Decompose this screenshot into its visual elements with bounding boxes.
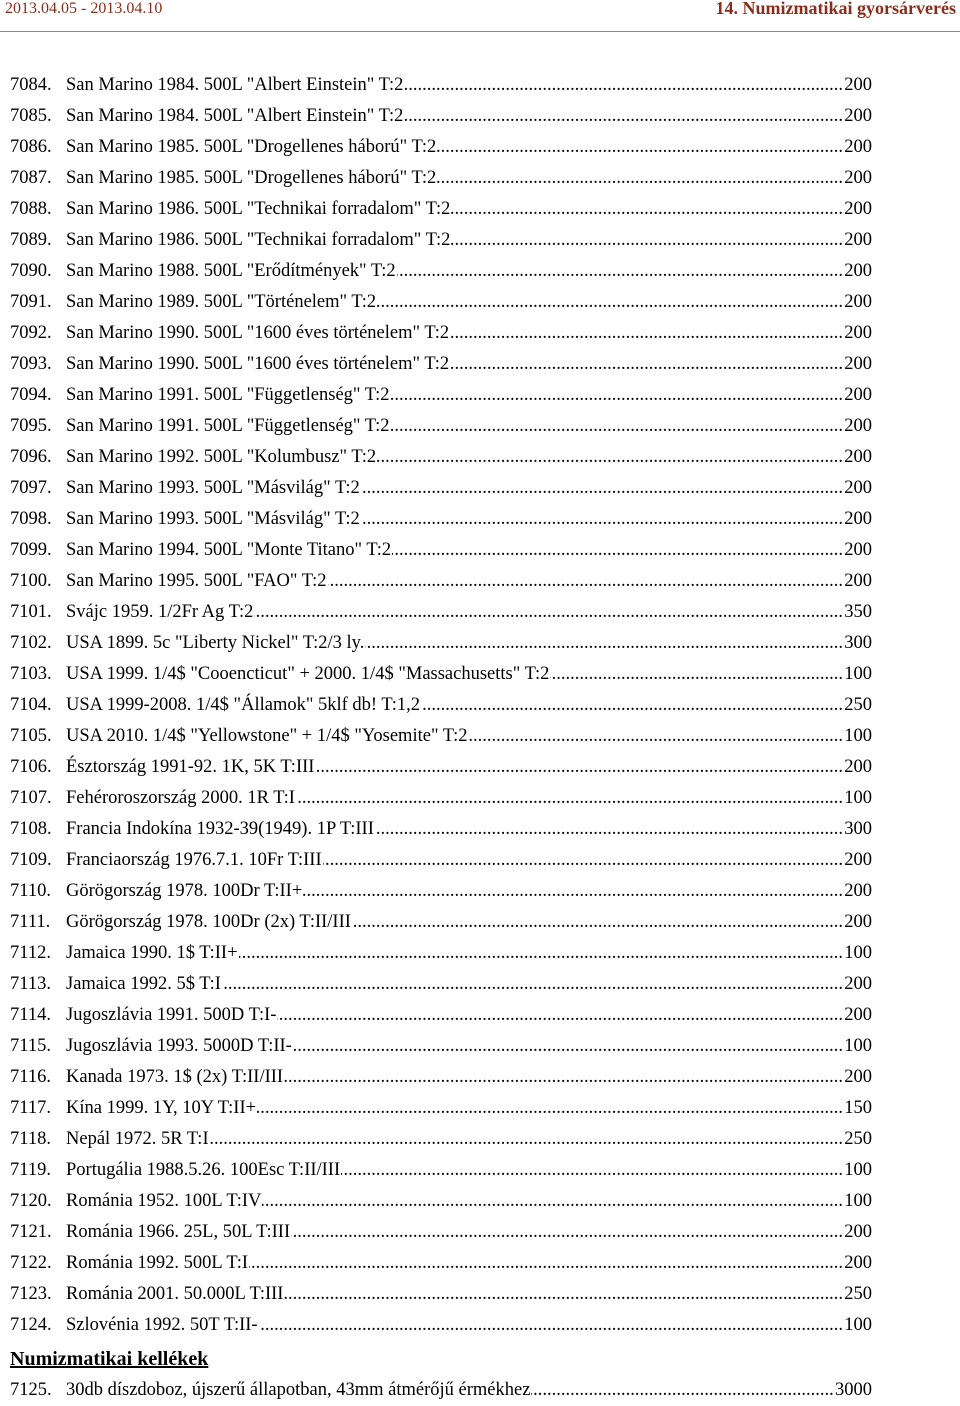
- lot-description: [66, 1124, 844, 1155]
- lot-price: 250: [844, 1279, 872, 1310]
- lot-description: [66, 1093, 844, 1124]
- lot-description-text: Románia 1952. 100L T:IV: [66, 1191, 262, 1211]
- lot-description-text: Románia 1966. 25L, 50L T:III: [66, 1222, 291, 1242]
- lot-price: 200: [844, 411, 872, 442]
- lot-description: [66, 473, 844, 504]
- lot-number: 7125.: [10, 1380, 52, 1400]
- lot-number: 7105.: [10, 726, 52, 746]
- lot-row: [10, 566, 872, 597]
- lot-description: [66, 380, 844, 411]
- lot-number: 7090.: [10, 261, 52, 281]
- lot-row: [10, 411, 872, 442]
- lot-description-text: Jamaica 1992. 5$ T:I: [66, 974, 221, 994]
- lot-row: [10, 225, 872, 256]
- lot-list: [10, 70, 872, 1341]
- lot-row: [10, 1000, 872, 1031]
- lot-description: [66, 70, 844, 101]
- lot-price: 200: [844, 70, 872, 101]
- lot-description-text: San Marino 1993. 500L "Másvilág" T:2: [66, 478, 360, 498]
- lot-description-text: Nepál 1972. 5R T:I: [66, 1129, 209, 1149]
- lot-description: [66, 628, 844, 659]
- lot-number: 7100.: [10, 571, 52, 591]
- lot-description: [66, 132, 844, 163]
- lot-description: [66, 907, 844, 938]
- lot-price: 150: [844, 1093, 872, 1124]
- lot-description-text: Kína 1999. 1Y, 10Y T:II+: [66, 1098, 257, 1118]
- lot-description: [66, 1217, 844, 1248]
- lot-description-text: San Marino 1990. 500L "1600 éves történelem" T:2: [66, 323, 450, 343]
- lot-price: 200: [844, 380, 872, 411]
- lot-row: [10, 1375, 872, 1406]
- lot-number: 7096.: [10, 447, 52, 467]
- lot-row: [10, 318, 872, 349]
- lot-number: 7091.: [10, 292, 52, 312]
- lot-price: 200: [844, 163, 872, 194]
- lot-description-text: San Marino 1986. 500L "Technikai forradalom" T:2: [66, 230, 451, 250]
- lot-number: 7124.: [10, 1315, 52, 1335]
- lot-row: [10, 721, 872, 752]
- lot-number: 7123.: [10, 1284, 52, 1304]
- lot-description-text: San Marino 1995. 500L "FAO" T:2: [66, 571, 327, 591]
- lot-row: [10, 1248, 872, 1279]
- lot-number: 7113.: [10, 974, 51, 994]
- lot-description: [66, 1000, 844, 1031]
- lot-description: [66, 721, 844, 752]
- section-title: Numizmatikai kellékek: [10, 1348, 209, 1370]
- lot-number: 7101.: [10, 602, 52, 622]
- lot-price: 200: [844, 752, 872, 783]
- lot-number: 7115.: [10, 1036, 51, 1056]
- lot-row: [10, 752, 872, 783]
- lot-row: [10, 504, 872, 535]
- lot-description: [66, 1310, 844, 1341]
- lot-description: [66, 690, 844, 721]
- lot-description-text: 30db díszdoboz, újszerű állapotban, 43mm átmérőjű érmékhez: [66, 1380, 531, 1400]
- lot-row: [10, 1186, 872, 1217]
- lot-number: 7122.: [10, 1253, 52, 1273]
- lot-description-text: Kanada 1973. 1$ (2x) T:II/III: [66, 1067, 284, 1087]
- lot-row: [10, 1031, 872, 1062]
- lot-description: [66, 1186, 844, 1217]
- lot-number: 7119.: [10, 1160, 51, 1180]
- lot-price: 200: [844, 287, 872, 318]
- lot-number: 7110.: [10, 881, 51, 901]
- lot-description-text: San Marino 1991. 500L "Függetlenség" T:2: [66, 385, 390, 405]
- lot-number: 7114.: [10, 1005, 51, 1025]
- lot-row: [10, 1124, 872, 1155]
- lot-number: 7087.: [10, 168, 52, 188]
- lot-row: [10, 907, 872, 938]
- lot-description-text: San Marino 1991. 500L "Függetlenség" T:2: [66, 416, 390, 436]
- lot-price: 200: [844, 1248, 872, 1279]
- lot-description-text: San Marino 1985. 500L "Drogellenes háború" T:2: [66, 137, 437, 157]
- lot-description: [66, 876, 844, 907]
- lot-description: [66, 783, 844, 814]
- lot-price: 300: [844, 814, 872, 845]
- lot-row: [10, 349, 872, 380]
- lot-price: 200: [844, 318, 872, 349]
- section-lot-list: [10, 1375, 872, 1406]
- lot-row: [10, 473, 872, 504]
- lot-number: 7094.: [10, 385, 52, 405]
- lot-price: 200: [844, 1062, 872, 1093]
- lot-row: [10, 845, 872, 876]
- lot-number: 7112.: [10, 943, 51, 963]
- lot-description: [66, 225, 844, 256]
- lot-row: [10, 1155, 872, 1186]
- lot-description: [66, 1248, 844, 1279]
- lot-description: [66, 163, 844, 194]
- lot-description-text: San Marino 1990. 500L "1600 éves történelem" T:2: [66, 354, 450, 374]
- lot-description: [66, 442, 844, 473]
- lot-description-text: Jugoszlávia 1993. 5000D T:II-: [66, 1036, 292, 1056]
- lot-description-text: San Marino 1993. 500L "Másvilág" T:2: [66, 509, 360, 529]
- lot-price: 200: [844, 349, 872, 380]
- lot-price: 100: [844, 1155, 872, 1186]
- lot-description: [66, 101, 844, 132]
- lot-description: [66, 411, 844, 442]
- lot-number: 7097.: [10, 478, 52, 498]
- lot-price: 200: [844, 473, 872, 504]
- lot-price: 200: [844, 566, 872, 597]
- lot-description-text: USA 2010. 1/4$ "Yellowstone" + 1/4$ "Yosemite" T:2: [66, 726, 468, 746]
- lot-number: 7109.: [10, 850, 52, 870]
- lot-description-text: Jugoszlávia 1991. 500D T:I-: [66, 1005, 277, 1025]
- lot-row: [10, 783, 872, 814]
- lot-description: [66, 659, 844, 690]
- lot-row: [10, 1062, 872, 1093]
- lot-number: 7086.: [10, 137, 52, 157]
- date-range: 2013.04.05 - 2013.04.10: [5, 0, 163, 17]
- lot-description: [66, 535, 844, 566]
- lot-price: 200: [844, 101, 872, 132]
- lot-number: 7095.: [10, 416, 52, 436]
- lot-number: 7118.: [10, 1129, 51, 1149]
- lot-description: [66, 752, 844, 783]
- lot-description: [66, 318, 844, 349]
- lot-number: 7116.: [10, 1067, 51, 1087]
- lot-row: [10, 938, 872, 969]
- lot-price: 200: [844, 535, 872, 566]
- lot-price: 300: [844, 628, 872, 659]
- lot-number: 7085.: [10, 106, 52, 126]
- lot-number: 7088.: [10, 199, 52, 219]
- lot-price: 250: [844, 690, 872, 721]
- lot-row: [10, 814, 872, 845]
- lot-description: [66, 504, 844, 535]
- lot-number: 7098.: [10, 509, 52, 529]
- lot-row: [10, 442, 872, 473]
- lot-description: [66, 597, 844, 628]
- lot-description: [66, 1031, 844, 1062]
- lot-description-text: Észtország 1991-92. 1K, 5K T:III: [66, 757, 315, 777]
- lot-description: [66, 845, 844, 876]
- lot-row: [10, 969, 872, 1000]
- lot-description: [66, 969, 844, 1000]
- lot-description-text: Francia Indokína 1932-39(1949). 1P T:III: [66, 819, 374, 839]
- lot-price: 200: [844, 969, 872, 1000]
- lot-description-text: San Marino 1994. 500L "Monte Titano" T:2: [66, 540, 392, 560]
- lot-price: 200: [844, 194, 872, 225]
- lot-price: 200: [844, 845, 872, 876]
- lot-description: [66, 194, 844, 225]
- lot-number: 7106.: [10, 757, 52, 777]
- lot-description-text: San Marino 1984. 500L "Albert Einstein" T:2: [66, 106, 404, 126]
- lot-row: [10, 1310, 872, 1341]
- lot-number: 7089.: [10, 230, 52, 250]
- lot-description-text: Görögország 1978. 100Dr (2x) T:II/III: [66, 912, 351, 932]
- lot-price: 350: [844, 597, 872, 628]
- lot-price: 200: [844, 876, 872, 907]
- lot-description: [66, 287, 844, 318]
- lot-description-text: Fehéroroszország 2000. 1R T:I: [66, 788, 295, 808]
- lot-description: [66, 349, 844, 380]
- lot-number: 7117.: [10, 1098, 51, 1118]
- lot-price: 200: [844, 504, 872, 535]
- lot-number: 7084.: [10, 75, 52, 95]
- lot-description: [66, 1062, 844, 1093]
- lot-row: [10, 876, 872, 907]
- lot-number: 7104.: [10, 695, 52, 715]
- lot-number: 7103.: [10, 664, 52, 684]
- lot-price: 200: [844, 1000, 872, 1031]
- lot-description: [66, 814, 844, 845]
- lot-description-text: Jamaica 1990. 1$ T:II+: [66, 943, 238, 963]
- lot-row: [10, 628, 872, 659]
- lot-number: 7120.: [10, 1191, 52, 1211]
- lot-description-text: Görögország 1978. 100Dr T:II+: [66, 881, 303, 901]
- lot-row: [10, 163, 872, 194]
- lot-price: 100: [844, 659, 872, 690]
- lot-description-text: San Marino 1984. 500L "Albert Einstein" T:2: [66, 75, 404, 95]
- lot-number: 7111.: [10, 912, 51, 932]
- lot-row: [10, 597, 872, 628]
- lot-number: 7121.: [10, 1222, 52, 1242]
- lot-price: 100: [844, 1186, 872, 1217]
- lot-row: [10, 70, 872, 101]
- lot-row: [10, 535, 872, 566]
- lot-row: [10, 256, 872, 287]
- lot-number: 7092.: [10, 323, 52, 343]
- lot-price: 250: [844, 1124, 872, 1155]
- lot-price: 100: [844, 721, 872, 752]
- lot-number: 7093.: [10, 354, 52, 374]
- lot-price: 200: [844, 225, 872, 256]
- auction-title: 14. Numizmatikai gyorsárverés: [715, 0, 956, 18]
- lot-row: [10, 101, 872, 132]
- lot-number: 7102.: [10, 633, 52, 653]
- lot-description: [66, 938, 844, 969]
- lot-row: [10, 1093, 872, 1124]
- lot-description: [66, 1155, 844, 1186]
- lot-row: [10, 287, 872, 318]
- lot-row: [10, 132, 872, 163]
- lot-description-text: Svájc 1959. 1/2Fr Ag T:2: [66, 602, 254, 622]
- lot-price: 200: [844, 132, 872, 163]
- lot-description-text: Franciaország 1976.7.1. 10Fr T:III: [66, 850, 322, 870]
- lot-price: 100: [844, 783, 872, 814]
- lot-description-text: USA 1999-2008. 1/4$ "Államok" 5klf db! T:1,2: [66, 695, 421, 715]
- lot-description: [66, 1279, 844, 1310]
- lot-description-text: USA 1999. 1/4$ "Cooencticut" + 2000. 1/4$ "Massachusetts" T:2: [66, 664, 550, 684]
- page-header: [0, 0, 960, 32]
- lot-price: 200: [844, 1217, 872, 1248]
- lot-price: 100: [844, 1310, 872, 1341]
- lot-description: [66, 566, 844, 597]
- lot-description-text: San Marino 1992. 500L "Kolumbusz" T:2: [66, 447, 377, 467]
- lot-description: [66, 1375, 835, 1406]
- lot-row: [10, 1279, 872, 1310]
- lot-row: [10, 380, 872, 411]
- lot-row: [10, 194, 872, 225]
- lot-description-text: San Marino 1986. 500L "Technikai forradalom" T:2: [66, 199, 451, 219]
- lot-price: 200: [844, 442, 872, 473]
- lot-price: 100: [844, 1031, 872, 1062]
- lot-price: 100: [844, 938, 872, 969]
- lot-row: [10, 659, 872, 690]
- lot-description-text: Románia 2001. 50.000L T:III: [66, 1284, 284, 1304]
- lot-row: [10, 690, 872, 721]
- lot-description-text: Szlovénia 1992. 50T T:II-: [66, 1315, 258, 1335]
- lot-description-text: Portugália 1988.5.26. 100Esc T:II/III: [66, 1160, 341, 1180]
- lot-description-text: San Marino 1985. 500L "Drogellenes háború" T:2: [66, 168, 437, 188]
- lot-number: 7107.: [10, 788, 52, 808]
- lot-price: 200: [844, 907, 872, 938]
- lot-description-text: Románia 1992. 500L T:I: [66, 1253, 249, 1273]
- lot-description: [66, 256, 844, 287]
- lot-number: 7099.: [10, 540, 52, 560]
- lot-description-text: San Marino 1988. 500L "Erődítmények" T:2: [66, 261, 396, 281]
- lot-description-text: San Marino 1989. 500L "Történelem" T:2: [66, 292, 377, 312]
- lot-number: 7108.: [10, 819, 52, 839]
- lot-price: 3000: [835, 1375, 872, 1406]
- lot-price: 200: [844, 256, 872, 287]
- lot-row: [10, 1217, 872, 1248]
- lot-description-text: USA 1899. 5c "Liberty Nickel" T:2/3 ly.: [66, 633, 365, 653]
